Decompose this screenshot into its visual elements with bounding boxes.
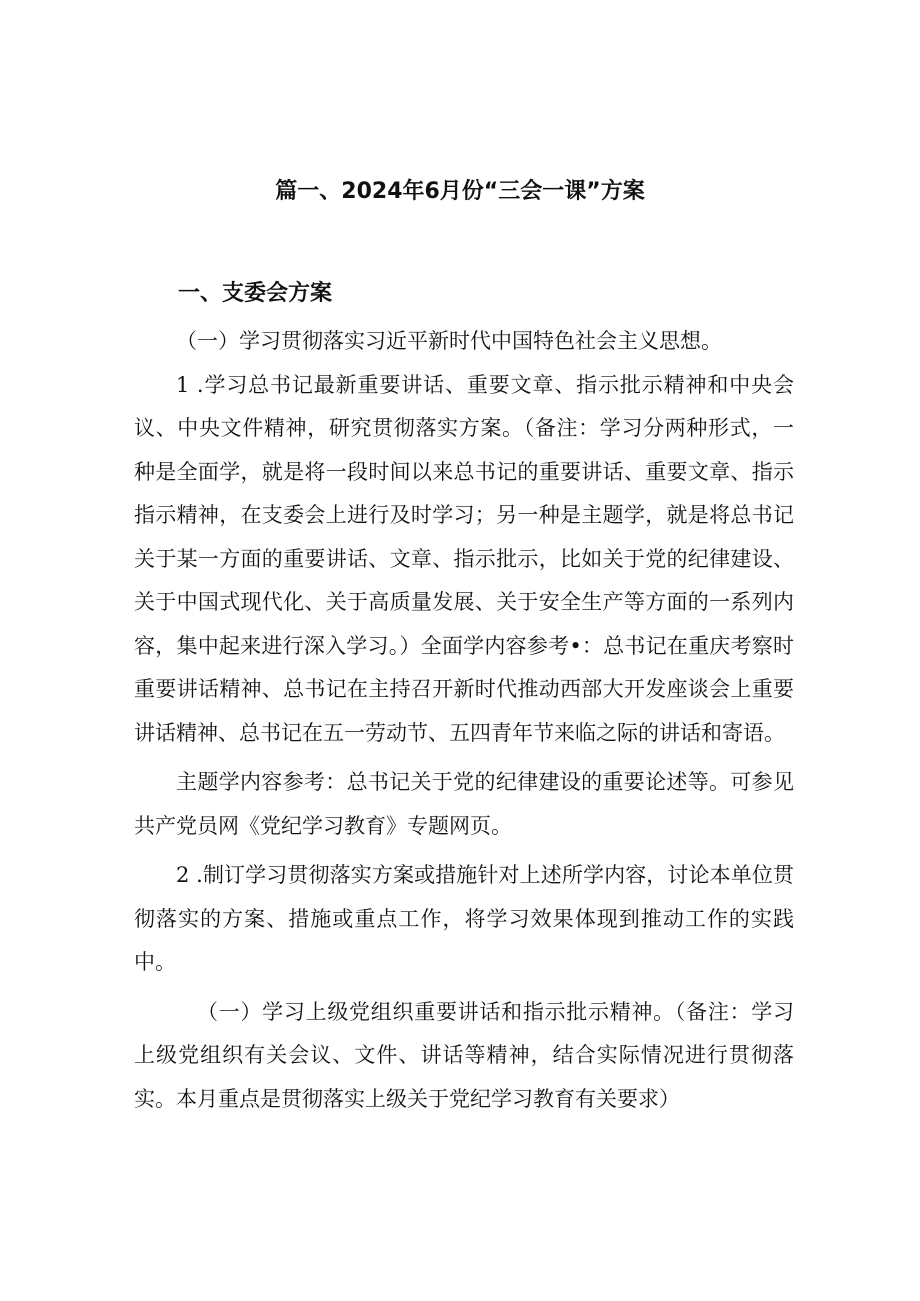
paragraph-subsection-2: （一）学习上级党组织重要讲话和指示批示精神。（备注：学习上级党组织有关会议、文件、讲话等精神，结合实际情况进行贯彻落实。本月重点是贯彻落实上级关于党纪学习教育有关要求） (134, 999, 794, 1111)
document-title: 篇一、2024年6月份“三会一课”方案 (275, 179, 645, 204)
paragraph-item-2: 2 .制订学习贯彻落实方案或措施针对上述所学内容，讨论本单位贯彻落实的方案、措施或重点工作，将学习效果体现到推动工作的实践中。 (134, 863, 794, 974)
paragraph-item-1: 1 .学习总书记最新重要讲话、重要文章、指示批示精神和中央会议、中央文件精神，研究贯彻落实方案。（备注：学习分两种形式，一种是全面学，就是将一段时间以来总书记的重要讲话、重要文章、指示指示精神，在支委会上进行及时学习；另一种是主题学，就是将总书记关于某一方面的重要讲话、文章、指示批示，比如关于党的纪律建设、关于中国式现代化、关于高质量发展、关于安全生产等方面的一系列内容，集中起来进行深入学习。）全面学内容参考•：总书记在重庆考察时重要讲话精神、总书记在主持召开新时代推动西部大开发座谈会上重要讲话精神、总书记在五一劳动节、五四青年节来临之际的讲话和寄语。 (134, 372, 794, 745)
section-heading: 一、支委会方案 (178, 281, 333, 306)
document-body (134, 320, 794, 1121)
paragraph-theme-reference: 主题学内容参考：总书记关于党的纪律建设的重要论述等。可参见共产党员网《党纪学习教育》专题网页。 (134, 770, 794, 838)
paragraph-subsection-1: （一）学习贯彻落实习近平新时代中国特色社会主义思想。 (176, 329, 722, 353)
